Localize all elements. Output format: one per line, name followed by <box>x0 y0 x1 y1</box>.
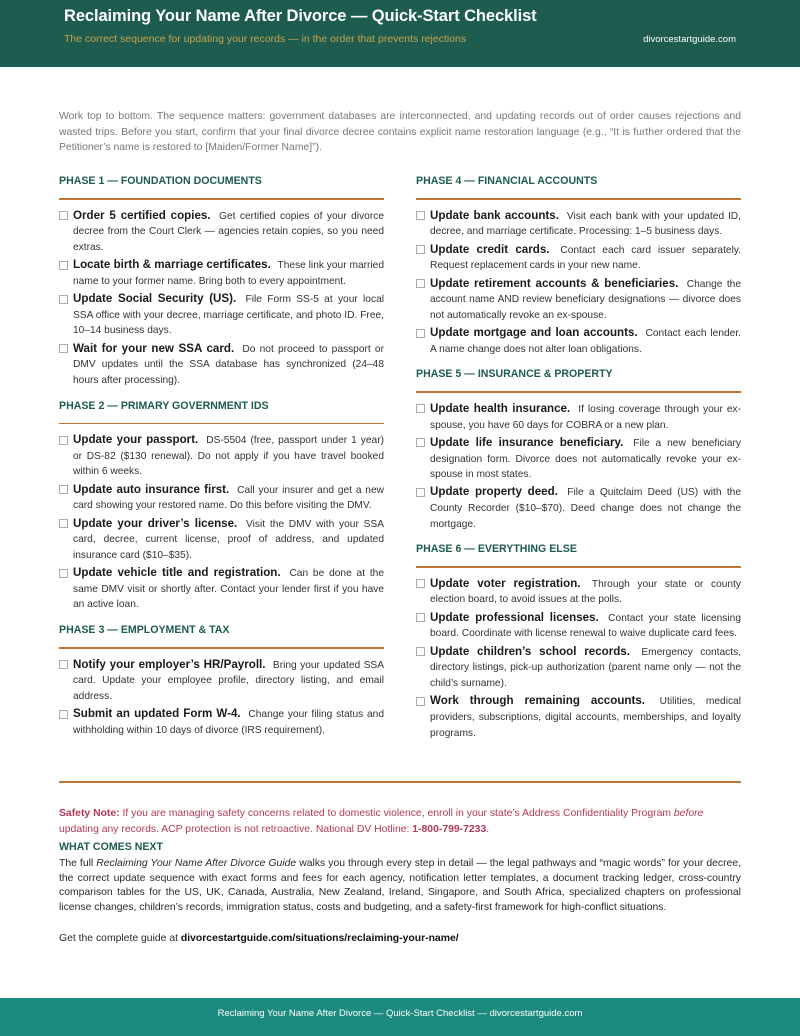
section-divider <box>59 781 741 783</box>
checklist-item <box>59 208 384 256</box>
item-heading: Update health insurance. <box>430 401 571 415</box>
checkbox[interactable] <box>59 569 68 578</box>
item-heading: Update life insurance beneficiary. <box>430 435 624 449</box>
checkbox[interactable] <box>59 436 68 445</box>
checklist-item <box>59 432 384 480</box>
link-prefix: Get the complete guide at <box>59 933 178 944</box>
checklist-item <box>59 706 384 738</box>
phase-6-section <box>416 542 741 741</box>
item-text: Can be done at the same DMV visit or shortly after. Contact your lender first if you have an active loan. <box>73 568 384 611</box>
item-text: File a new beneficiary designation form. Divorce does not automatically revoke your ex-spouse in most states. <box>430 437 742 481</box>
phase-5-section <box>416 367 741 532</box>
phase-divider <box>59 647 384 649</box>
item-heading: Update mortgage and loan accounts. <box>430 326 638 340</box>
item-text: File a Quitclaim Deed (US) with the County Recorder ($10–$70). Deed change does not change the mortgage. <box>430 487 741 530</box>
checklist-item <box>416 208 741 240</box>
item-text: Visit the DMV with your SSA card, decree, current license, proof of address, and updated insurance card ($10–$35). <box>73 518 384 561</box>
checklist-item <box>59 291 384 339</box>
checkbox[interactable] <box>416 329 425 338</box>
phase-divider <box>59 198 384 200</box>
phase-divider <box>59 423 384 425</box>
item-text: Do not proceed to passport or DMV updates until the SSA database has synchronized (24–48 hours after processing). <box>73 343 384 386</box>
checkbox[interactable] <box>416 438 425 447</box>
safety-note <box>59 806 741 837</box>
checkbox[interactable] <box>416 697 425 706</box>
item-heading: Submit an updated Form W-4. <box>73 707 241 721</box>
checklist-item <box>416 576 741 608</box>
page-footer <box>0 998 800 1036</box>
checklist-item <box>59 257 384 289</box>
item-text: These link your married name to your former name. Bring both to every appointment. <box>73 260 384 287</box>
checkbox[interactable] <box>59 519 68 528</box>
item-text: Visit each bank with your updated ID, decree, and marriage certificate. Processing: 1–5 business days. <box>430 210 741 238</box>
checkbox[interactable] <box>416 647 425 656</box>
item-text: Contact each card issuer separately. Request replacement cards in your new name. <box>430 244 742 272</box>
whats-next-body <box>59 857 741 915</box>
item-heading: Work through remaining accounts. <box>430 694 646 708</box>
page-subtitle: The correct sequence for updating your records — in the order that prevents rejections <box>64 33 467 45</box>
footer-text: Reclaiming Your Name After Divorce — Quick-Start Checklist — divorcestartguide.com <box>217 1008 583 1019</box>
item-heading: Update retirement accounts & beneficiaries. <box>430 276 679 290</box>
checkbox[interactable] <box>59 344 68 353</box>
safety-label: Safety Note: <box>59 808 120 819</box>
checklist-item <box>416 484 741 532</box>
checkbox[interactable] <box>416 211 425 220</box>
guide-link-line <box>59 933 741 944</box>
safety-text: If you are managing safety concerns related to domestic violence, enroll in your state’s Address Confidentiality Program <box>122 808 672 819</box>
checklist-item <box>416 325 741 357</box>
safety-emphasis: before <box>673 808 704 819</box>
checkbox[interactable] <box>416 579 425 588</box>
item-text: Change the account name AND review beneficiary designations — divorce does not automatically revoke an ex-spouse. <box>430 278 741 321</box>
item-heading: Update property deed. <box>430 485 558 499</box>
checkbox[interactable] <box>59 211 68 220</box>
checkbox[interactable] <box>416 279 425 288</box>
phase-3-section <box>59 623 384 738</box>
phase-heading: PHASE 5 — INSURANCE & PROPERTY <box>416 368 613 381</box>
checklist-item <box>59 657 384 705</box>
item-heading: Update credit cards. <box>430 242 550 256</box>
item-heading: Update your driver’s license. <box>73 516 238 530</box>
site-name: divorcestartguide.com <box>643 34 736 45</box>
item-heading: Wait for your new SSA card. <box>73 341 235 355</box>
item-heading: Update professional licenses. <box>430 610 599 624</box>
checkbox[interactable] <box>59 710 68 719</box>
whats-next-heading: WHAT COMES NEXT <box>59 841 163 853</box>
checklist-item <box>59 482 384 514</box>
checklist-item <box>59 516 384 564</box>
phase-heading: PHASE 1 — FOUNDATION DOCUMENTS <box>59 175 262 187</box>
phase-4-section <box>416 174 741 357</box>
next-body-before: The full <box>59 858 94 869</box>
item-heading: Update your passport. <box>73 433 199 447</box>
phase-heading: PHASE 4 — FINANCIAL ACCOUNTS <box>416 175 598 187</box>
checklist-item <box>416 242 741 274</box>
item-text: If losing coverage through your ex-spouse, you have 60 days for COBRA or a new plan. <box>430 403 741 431</box>
item-text: Change your filing status and withholding within 10 days of divorce (IRS requirement). <box>73 709 384 736</box>
checkbox[interactable] <box>416 245 425 254</box>
checkbox[interactable] <box>59 295 68 304</box>
checklist-item <box>416 610 741 642</box>
item-text: Emergency contacts, directory listings, pick-up authorization (parent name only — not the child’s surname). <box>430 646 741 690</box>
item-text: Get certified copies of your divorce decree from the Court Clerk — agencies retain copies, so you need extras. <box>73 210 384 253</box>
item-text: Bring your updated SSA card. Update your employee profile, directory listing, and email address. <box>73 659 384 702</box>
item-heading: Locate birth & marriage certificates. <box>73 258 271 272</box>
phase-2-section <box>59 399 384 614</box>
checkbox[interactable] <box>416 404 425 413</box>
item-heading: Update children’s school records. <box>430 644 630 658</box>
phase-1-section <box>59 174 384 389</box>
item-text: Through your state or county election board, to avoid issues at the polls. <box>430 578 741 606</box>
phase-heading: PHASE 6 — EVERYTHING ELSE <box>416 543 577 556</box>
checkbox[interactable] <box>59 660 68 669</box>
page-header <box>0 0 800 67</box>
item-text: DS-5504 (free, passport under 1 year) or DS-82 ($130 renewal). Do not apply if you have travel booked within 6 weeks. <box>73 435 384 478</box>
phase-heading: PHASE 3 — EMPLOYMENT & TAX <box>59 624 230 637</box>
item-text: Contact your state licensing board. Coordinate with license renewal to waive duplicate card fees. <box>430 612 741 640</box>
hotline-number[interactable]: 1-800-799-7233 <box>412 823 487 835</box>
item-heading: Notify your employer’s HR/Payroll. <box>73 657 266 671</box>
right-column <box>416 174 741 751</box>
item-heading: Update vehicle title and registration. <box>73 566 281 580</box>
checklist-item <box>416 644 741 692</box>
next-body-after: walks you through every step in detail — the legal pathways and “magic words” for your decree, the correct update sequence with exact forms and fees for each agency, notification letter templates, a document tracking ledger, cross-country comparison tables for the US, UK, Canada, Australia, New Zealand, Ireland, Singapore, and South Africa, specialized chapters on professional license changes, children’s records, immigration status, costs and budgeting, and a safety-first framework for high-conflict situations. <box>59 858 741 913</box>
guide-name: Reclaiming Your Name After Divorce Guide <box>96 858 297 869</box>
item-text: Utilities, medical providers, subscriptions, digital accounts, memberships, and loyalty programs. <box>430 696 741 739</box>
item-text: File Form SS-5 at your local SSA office with your decree, marriage certificate, and photo ID. Free, 10–14 business days. <box>73 294 384 337</box>
checklist-item <box>416 401 741 433</box>
item-text: Call your insurer and get a new card showing your restored name. Do this before visiting the DMV. <box>73 484 384 512</box>
guide-link[interactable]: divorcestartguide.com/situations/reclaiming-your-name/ <box>180 933 459 944</box>
checkbox[interactable] <box>416 488 425 497</box>
page-title: Reclaiming Your Name After Divorce — Quick-Start Checklist <box>64 7 537 25</box>
phase-heading: PHASE 2 — PRIMARY GOVERNMENT IDS <box>59 399 269 412</box>
checkbox[interactable] <box>416 613 425 622</box>
left-column <box>59 174 384 748</box>
phase-divider <box>416 391 741 393</box>
safety-text-after: updating any records. ACP protection is not retroactive. National DV Hotline: <box>59 823 410 835</box>
checklist-item <box>59 565 384 613</box>
phase-divider <box>416 198 741 200</box>
checkbox[interactable] <box>59 485 68 494</box>
item-heading: Update Social Security (US). <box>73 292 237 306</box>
checkbox[interactable] <box>59 261 68 270</box>
safety-end: . <box>486 823 490 835</box>
checklist-item <box>416 693 741 741</box>
checklist-item <box>416 435 741 483</box>
checklist-item <box>59 341 384 389</box>
item-heading: Update auto insurance first. <box>73 482 230 496</box>
item-text: Contact each lender. A name change does not alter loan obligations. <box>430 328 741 355</box>
intro-paragraph: Work top to bottom. The sequence matters: government databases are interconnected, and updating records out of order causes rejections and wasted trips. Before you start, confirm that your final divorce decree contains explicit name restoration language (e.g., “It is further ordered that the Petitioner’s name is restored to [Maiden/Former Name]”). <box>59 111 741 154</box>
phase-divider <box>416 566 741 568</box>
item-heading: Order 5 certified copies. <box>73 208 211 222</box>
checklist-item <box>416 276 741 324</box>
item-heading: Update bank accounts. <box>430 208 559 222</box>
item-heading: Update voter registration. <box>430 576 581 590</box>
